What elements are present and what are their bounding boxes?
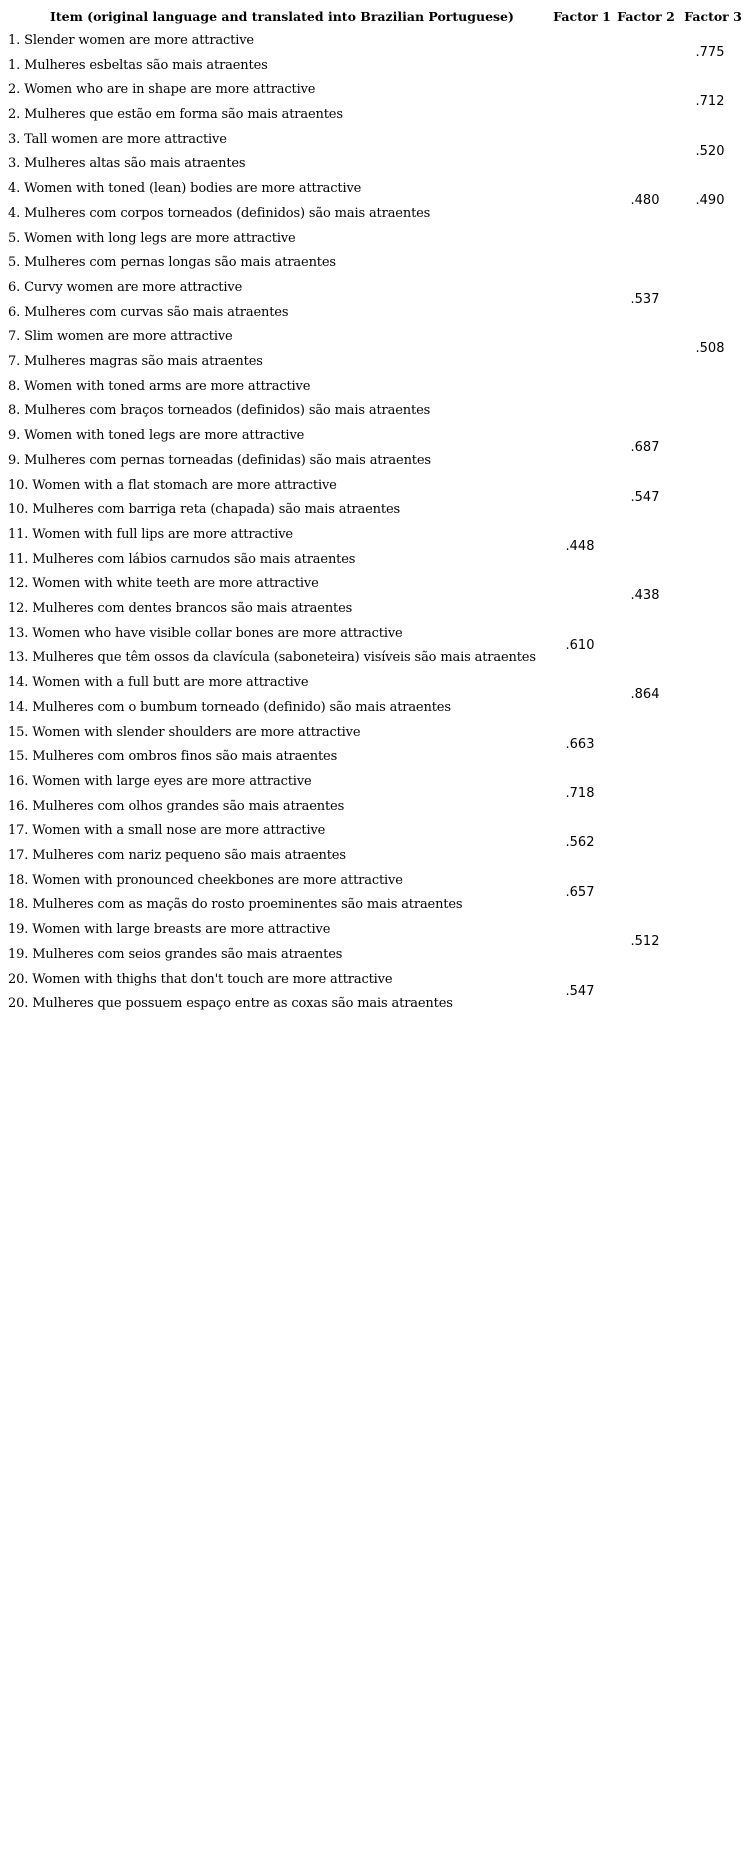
item-portuguese: 1. Mulheres esbeltas são mais atraentes <box>8 57 268 73</box>
item-english: 6. Curvy women are more attractive <box>8 280 243 295</box>
factor-1-loading <box>555 189 605 214</box>
factor-1-loading <box>555 436 605 461</box>
header-item: Item (original language and translated into Brazilian Portuguese) <box>50 9 514 24</box>
item-portuguese: 6. Mulheres com curvas são mais atraentes <box>8 304 289 320</box>
factor-3-loading <box>685 980 735 1005</box>
factor-3-loading: .520 <box>695 143 725 159</box>
table-row <box>0 770 753 819</box>
item-english: 20. Women with thighs that don't touch are more attractive <box>8 971 393 987</box>
item-portuguese: 4. Mulheres com corpos torneados (definidos) são mais atraentes <box>8 205 431 221</box>
factor-3-loading <box>685 239 735 264</box>
factor-1-loading <box>555 90 605 115</box>
factor-2-loading <box>620 387 670 412</box>
table-row <box>0 375 753 424</box>
factor-1-loading: .657 <box>565 884 595 900</box>
factor-1-loading <box>555 140 605 165</box>
factor-1-loading: .610 <box>565 637 595 653</box>
item-english: 7. Slim women are more attractive <box>8 329 233 345</box>
factor-2-loading <box>620 535 670 560</box>
factor-2-loading: .537 <box>630 292 660 307</box>
factor-2-loading <box>620 980 670 1005</box>
item-english: 9. Women with toned legs are more attractive <box>8 428 305 444</box>
factor-2-loading <box>620 337 670 362</box>
item-english: 3. Tall women are more attractive <box>8 131 227 147</box>
factor-3-loading <box>685 683 735 708</box>
table-row <box>0 177 753 226</box>
item-portuguese: 20. Mulheres que possuem espaço entre as coxas são mais atraentes <box>8 996 453 1012</box>
factor-2-loading: .438 <box>630 588 660 604</box>
table-row <box>0 276 753 325</box>
factor-3-loading <box>685 584 735 609</box>
item-english: 11. Women with full lips are more attractive <box>8 527 293 542</box>
item-english: 14. Women with a full butt are more attractive <box>8 675 309 691</box>
table-row <box>0 523 753 572</box>
factor-3-loading <box>685 535 735 560</box>
factor-1-loading <box>555 288 605 313</box>
table-row <box>0 968 753 1017</box>
item-portuguese: 15. Mulheres com ombros finos são mais atraentes <box>8 749 338 765</box>
table-row <box>0 29 753 78</box>
factor-1-loading <box>555 337 605 362</box>
item-portuguese: 8. Mulheres com braços torneados (definidos) são mais atraentes <box>8 403 431 419</box>
item-english: 16. Women with large eyes are more attractive <box>8 774 312 789</box>
table-row <box>0 424 753 473</box>
table-row <box>0 128 753 177</box>
item-portuguese: 18. Mulheres com as maçãs do rosto proeminentes são mais atraentes <box>8 897 463 913</box>
factor-2-loading: .687 <box>630 440 660 456</box>
factor-3-loading: .712 <box>695 94 725 110</box>
factor-2-loading <box>620 90 670 115</box>
factor-3-loading <box>685 288 735 313</box>
item-english: 1. Slender women are more attractive <box>8 33 254 48</box>
item-portuguese: 10. Mulheres com barriga reta (chapada) são mais atraentes <box>8 502 401 518</box>
factor-3-loading <box>685 831 735 856</box>
table-row <box>0 78 753 127</box>
factor-3-loading <box>685 733 735 758</box>
item-english: 18. Women with pronounced cheekbones are more attractive <box>8 872 403 888</box>
table-row <box>0 474 753 523</box>
factor-2-loading <box>620 634 670 659</box>
table-row <box>0 227 753 276</box>
factor-1-loading <box>555 41 605 66</box>
header-factor-3: Factor 3 <box>684 9 742 24</box>
item-portuguese: 5. Mulheres com pernas longas são mais atraentes <box>8 255 336 271</box>
factor-2-loading <box>620 881 670 906</box>
item-english: 5. Women with long legs are more attractive <box>8 230 296 246</box>
factor-3-loading <box>685 782 735 807</box>
factor-1-loading: .718 <box>565 786 595 801</box>
item-portuguese: 2. Mulheres que estão em forma são mais atraentes <box>8 107 343 123</box>
factor-2-loading <box>620 733 670 758</box>
item-english: 2. Women who are in shape are more attractive <box>8 82 316 98</box>
header-factor-2: Factor 2 <box>617 9 675 24</box>
factor-1-loading <box>555 930 605 955</box>
factor-3-loading: .490 <box>695 193 725 209</box>
factor-3-loading <box>685 436 735 461</box>
factor-3-loading <box>685 881 735 906</box>
table-row <box>0 325 753 374</box>
item-portuguese: 3. Mulheres altas são mais atraentes <box>8 156 246 172</box>
factor-2-loading: .864 <box>630 687 660 703</box>
factor-3-loading: .508 <box>695 341 725 357</box>
table-row <box>0 671 753 720</box>
factor-3-loading <box>685 486 735 511</box>
table-row <box>0 572 753 621</box>
factor-1-loading: .448 <box>565 539 595 554</box>
item-portuguese: 14. Mulheres com o bumbum torneado (definido) são mais atraentes <box>8 699 451 715</box>
table-row <box>0 918 753 967</box>
factor-1-loading <box>555 486 605 511</box>
factor-1-loading: .562 <box>565 835 595 851</box>
item-portuguese: 7. Mulheres magras são mais atraentes <box>8 354 263 370</box>
factor-1-loading <box>555 387 605 412</box>
factor-2-loading: .480 <box>630 193 660 209</box>
item-english: 15. Women with slender shoulders are more attractive <box>8 724 361 740</box>
header-factor-1: Factor 1 <box>553 9 611 24</box>
item-english: 12. Women with white teeth are more attractive <box>8 576 319 592</box>
item-english: 17. Women with a small nose are more attractive <box>8 823 326 839</box>
factor-2-loading: .512 <box>630 934 660 950</box>
item-english: 13. Women who have visible collar bones are more attractive <box>8 625 403 641</box>
factor-1-loading <box>555 239 605 264</box>
item-portuguese: 13. Mulheres que têm ossos da clavícula (saboneteira) visíveis são mais atraentes <box>8 650 536 666</box>
item-portuguese: 19. Mulheres com seios grandes são mais atraentes <box>8 946 343 962</box>
factor-3-loading <box>685 930 735 955</box>
factor-1-loading <box>555 584 605 609</box>
item-english: 10. Women with a flat stomach are more attractive <box>8 477 337 493</box>
item-portuguese: 9. Mulheres com pernas torneadas (definidas) são mais atraentes <box>8 452 431 468</box>
factor-2-loading <box>620 831 670 856</box>
factor-3-loading <box>685 634 735 659</box>
factor-1-loading: .547 <box>565 983 595 999</box>
table-row <box>0 622 753 671</box>
factor-1-loading: .663 <box>565 736 595 752</box>
factor-2-loading <box>620 41 670 66</box>
factor-1-loading <box>555 683 605 708</box>
item-english: 4. Women with toned (lean) bodies are more attractive <box>8 181 362 197</box>
item-portuguese: 17. Mulheres com nariz pequeno são mais atraentes <box>8 848 346 864</box>
item-portuguese: 12. Mulheres com dentes brancos são mais atraentes <box>8 601 353 617</box>
item-portuguese: 16. Mulheres com olhos grandes são mais atraentes <box>8 798 345 814</box>
item-english: 8. Women with toned arms are more attractive <box>8 378 311 394</box>
factor-2-loading <box>620 239 670 264</box>
factor-2-loading <box>620 140 670 165</box>
table-row <box>0 869 753 918</box>
item-portuguese: 11. Mulheres com lábios carnudos são mais atraentes <box>8 551 356 567</box>
table-row <box>0 721 753 770</box>
factor-3-loading: .775 <box>695 45 725 60</box>
factor-2-loading: .547 <box>630 489 660 505</box>
factor-3-loading <box>685 387 735 412</box>
item-english: 19. Women with large breasts are more attractive <box>8 922 331 938</box>
factor-2-loading <box>620 782 670 807</box>
table-row <box>0 819 753 868</box>
